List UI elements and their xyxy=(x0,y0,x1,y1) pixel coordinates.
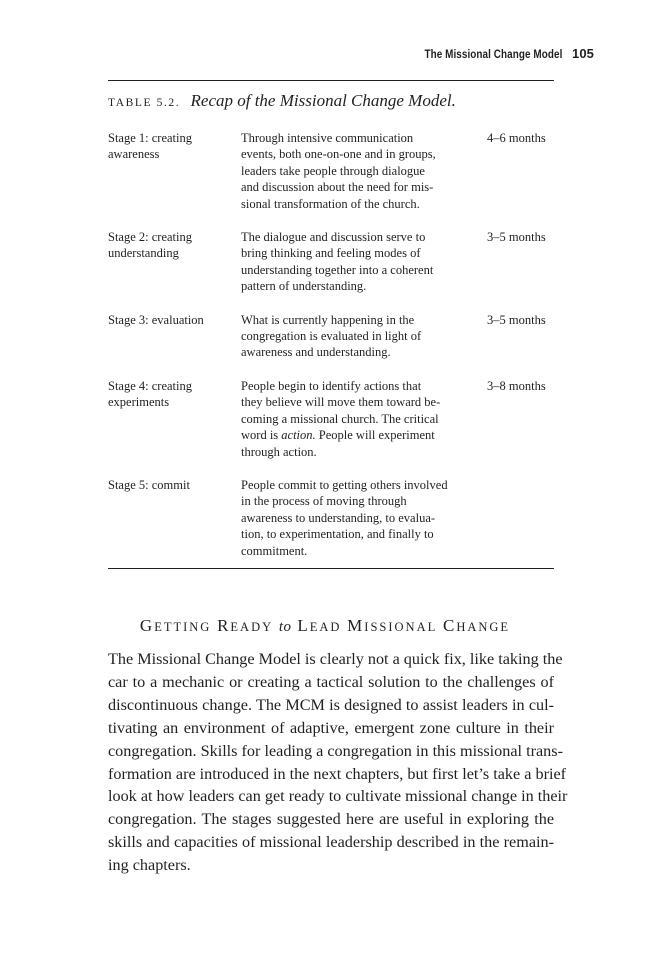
duration-cell: 3–5 months xyxy=(487,312,546,327)
table-row xyxy=(108,378,554,460)
duration-cell: 3–5 months xyxy=(487,230,546,245)
text-line: ing chapters. xyxy=(108,856,191,875)
text-line: congregation. Skills for leading a congregation in this missional trans- xyxy=(108,741,563,760)
text-line: discontinuous change. The MCM is designed to assist leaders in cul- xyxy=(108,695,554,714)
stage-cell: Stage 2: creating understanding xyxy=(108,230,192,261)
description-cell: Through intensive communication events, both one-on-one and in groups, leaders take people through dialogue and discussion about the need for mis- sional transformation of the church. xyxy=(241,131,436,211)
text-line: The Missional Change Model is clearly not a quick fix, like taking the xyxy=(108,650,563,668)
table-label: TABLE 5.2. xyxy=(108,97,181,109)
stage-cell: Stage 3: evaluation xyxy=(108,312,204,327)
description-cell: People begin to identify actions that they believe will move them toward be- coming a missional church. The critical word is action. People will experiment through action. xyxy=(241,378,441,459)
duration-cell xyxy=(481,477,554,559)
table-row xyxy=(108,477,554,559)
table-bottom-rule xyxy=(108,568,554,569)
table-top-rule xyxy=(108,80,554,81)
body-paragraph xyxy=(108,648,568,877)
stage-cell: Stage 4: creating experiments xyxy=(108,378,192,410)
text-line: look at how leaders can get ready to cultivate missional change in their xyxy=(108,787,568,806)
table-caption xyxy=(108,91,456,111)
page-number: 105 xyxy=(572,46,594,61)
description-cell: People commit to getting others involved in the process of moving through awareness to understanding, to evalua- tion, to experimentation, and finally to commitment. xyxy=(241,477,448,558)
duration-cell: 3–8 months xyxy=(487,378,546,393)
running-head xyxy=(402,46,594,61)
description-cell: What is currently happening in the congregation is evaluated in light of awareness and understanding. xyxy=(241,312,422,360)
running-head-title: The Missional Change Model xyxy=(424,49,562,61)
table-row xyxy=(108,229,554,295)
text-line: congregation. The stages suggested here are useful in exploring the xyxy=(108,810,554,829)
table-title: Recap of the Missional Change Model. xyxy=(190,91,456,110)
stage-cell: Stage 1: creating awareness xyxy=(108,131,192,162)
stages-table xyxy=(108,130,554,576)
table-row xyxy=(108,312,554,361)
description-cell: The dialogue and discussion serve to bring thinking and feeling modes of understanding together into a coherent pattern of understanding. xyxy=(241,230,434,294)
emphasis-word: action. xyxy=(281,428,316,443)
text-line: formation are introduced in the next chapters, but first let’s take a brief xyxy=(108,764,567,783)
text-line: skills and capacities of missional leadership described in the remain- xyxy=(108,833,554,852)
text-line: tivating an environment of adaptive, emergent zone culture in their xyxy=(108,718,554,737)
stage-cell: Stage 5: commit xyxy=(108,477,190,492)
section-heading: GETTING READY to LEAD MISSIONAL CHANGE xyxy=(139,616,511,635)
table-row xyxy=(108,130,554,212)
duration-cell: 4–6 months xyxy=(487,131,546,145)
text-line: car to a mechanic or creating a tactical solution to the challenges of xyxy=(108,672,554,691)
